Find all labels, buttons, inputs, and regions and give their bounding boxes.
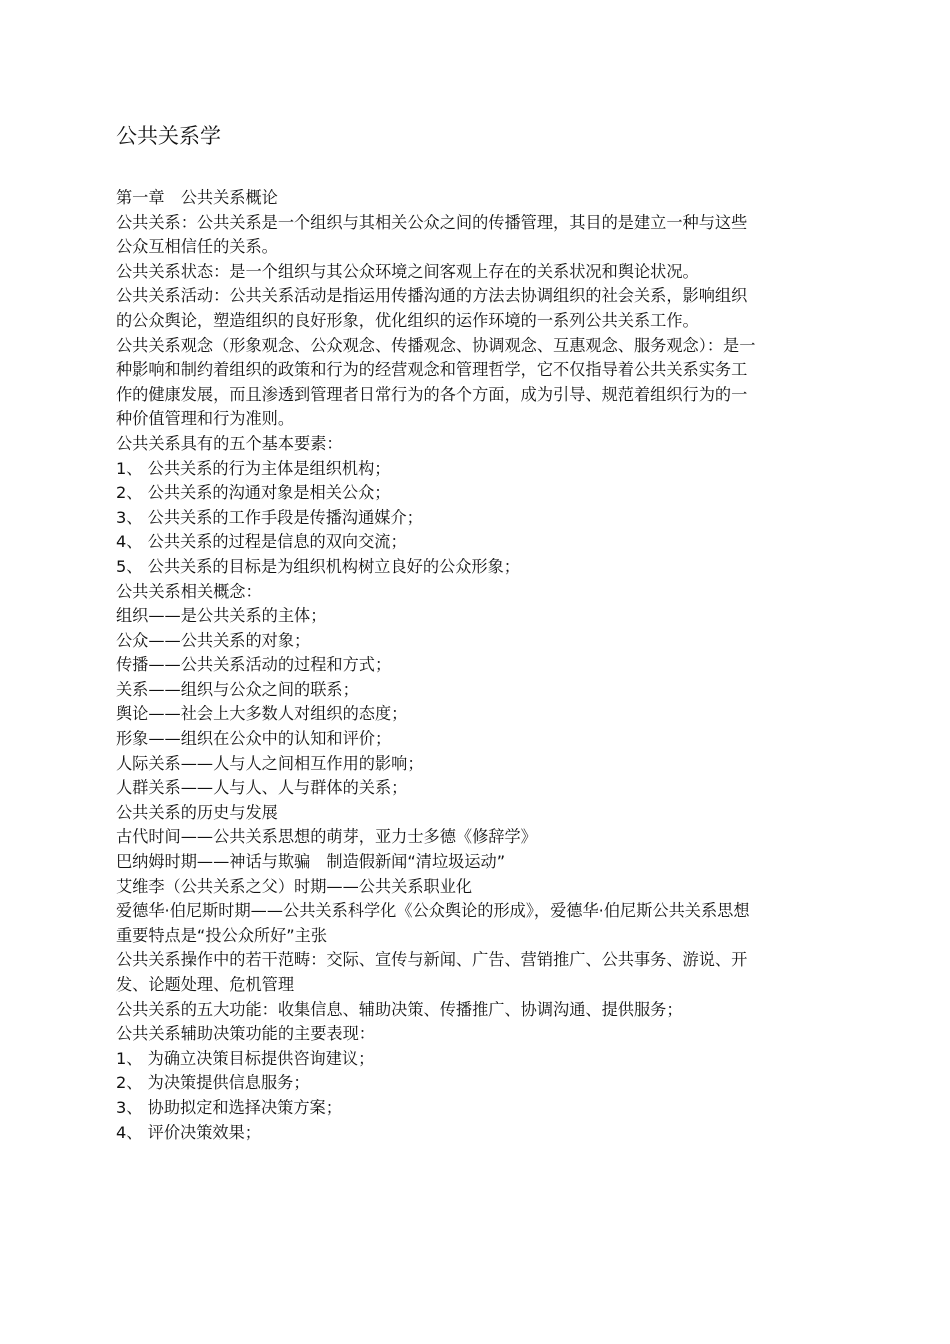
list-item: 4、 公共关系的过程是信息的双向交流； bbox=[116, 532, 407, 552]
concept-line: 人际关系——人与人之间相互作用的影响； bbox=[116, 753, 424, 773]
concept-line: 公众——公共关系的对象； bbox=[116, 630, 311, 650]
concept-line: 关系——组织与公众之间的联系； bbox=[116, 679, 359, 699]
list-item: 3、 公共关系的工作手段是传播沟通媒介； bbox=[116, 507, 423, 527]
paragraph-line: 公共关系状态：是一个组织与其公众环境之间客观上存在的关系状况和舆论状况。 bbox=[116, 261, 699, 281]
paragraph-line: 种价值管理和行为准则。 bbox=[116, 409, 295, 429]
section-heading: 公共关系辅助决策功能的主要表现： bbox=[116, 1024, 375, 1044]
chapter-heading: 第一章 公共关系概论 bbox=[116, 188, 278, 207]
document-title: 公共关系学 bbox=[116, 124, 221, 148]
list-item: 2、 为决策提供信息服务； bbox=[116, 1073, 310, 1093]
paragraph-line: 发、论题处理、危机管理 bbox=[116, 975, 295, 994]
concept-line: 组织——是公共关系的主体； bbox=[116, 606, 327, 626]
history-line: 古代时间——公共关系思想的萌芽，亚力士多德《修辞学》 bbox=[116, 827, 537, 847]
list-item: 3、 协助拟定和选择决策方案； bbox=[116, 1097, 342, 1117]
paragraph-line: 公共关系活动：公共关系活动是指运用传播沟通的方法去协调组织的社会关系，影响组织 bbox=[116, 286, 748, 306]
concept-line: 形象——组织在公众中的认知和评价； bbox=[116, 729, 392, 749]
paragraph-line: 公众互相信任的关系。 bbox=[116, 237, 278, 257]
list-item: 1、 为确立决策目标提供咨询建议； bbox=[116, 1048, 375, 1068]
paragraph-line: 公共关系观念（形象观念、公众观念、传播观念、协调观念、互惠观念、服务观念）：是一 bbox=[116, 335, 756, 355]
paragraph-line: 公共关系操作中的若干范畴：交际、宣传与新闻、广告、营销推广、公共事务、游说、开 bbox=[116, 950, 748, 970]
section-heading: 公共关系的历史与发展 bbox=[116, 802, 278, 822]
history-line: 巴纳姆时期——神话与欺骗 制造假新闻“清垃圾运动” bbox=[116, 852, 506, 872]
history-line: 重要特点是“投公众所好”主张 bbox=[116, 925, 328, 945]
history-line: 艾维李（公共关系之父）时期——公共关系职业化 bbox=[116, 876, 473, 896]
paragraph-line: 作的健康发展，而且渗透到管理者日常行为的各个方面，成为引导、规范着组织行为的一 bbox=[116, 384, 748, 404]
section-heading: 公共关系相关概念： bbox=[116, 581, 262, 601]
concept-line: 人群关系——人与人、人与群体的关系； bbox=[116, 778, 408, 798]
list-item: 1、 公共关系的行为主体是组织机构； bbox=[116, 458, 391, 478]
list-item: 2、 公共关系的沟通对象是相关公众； bbox=[116, 483, 391, 503]
concept-line: 舆论——社会上大多数人对组织的态度； bbox=[116, 704, 408, 724]
paragraph-line: 的公众舆论，塑造组织的良好形象，优化组织的运作环境的一系列公共关系工作。 bbox=[116, 310, 699, 330]
list-item: 4、 评价决策效果； bbox=[116, 1122, 261, 1142]
document-body bbox=[116, 186, 864, 1145]
section-heading: 公共关系具有的五个基本要素： bbox=[116, 433, 343, 453]
paragraph-line: 公共关系的五大功能：收集信息、辅助决策、传播推广、协调沟通、提供服务； bbox=[116, 999, 683, 1019]
concept-line: 传播——公共关系活动的过程和方式； bbox=[116, 655, 392, 675]
list-item: 5、 公共关系的目标是为组织机构树立良好的公众形象； bbox=[116, 556, 520, 576]
history-line: 爱德华·伯尼斯时期——公共关系科学化《公众舆论的形成》，爱德华·伯尼斯公共关系思想 bbox=[116, 901, 750, 921]
paragraph-line: 公共关系：公共关系是一个组织与其相关公众之间的传播管理，其目的是建立一种与这些 bbox=[116, 212, 748, 232]
paragraph-line: 种影响和制约着组织的政策和行为的经营观念和管理哲学，它不仅指导着公共关系实务工 bbox=[116, 360, 748, 380]
